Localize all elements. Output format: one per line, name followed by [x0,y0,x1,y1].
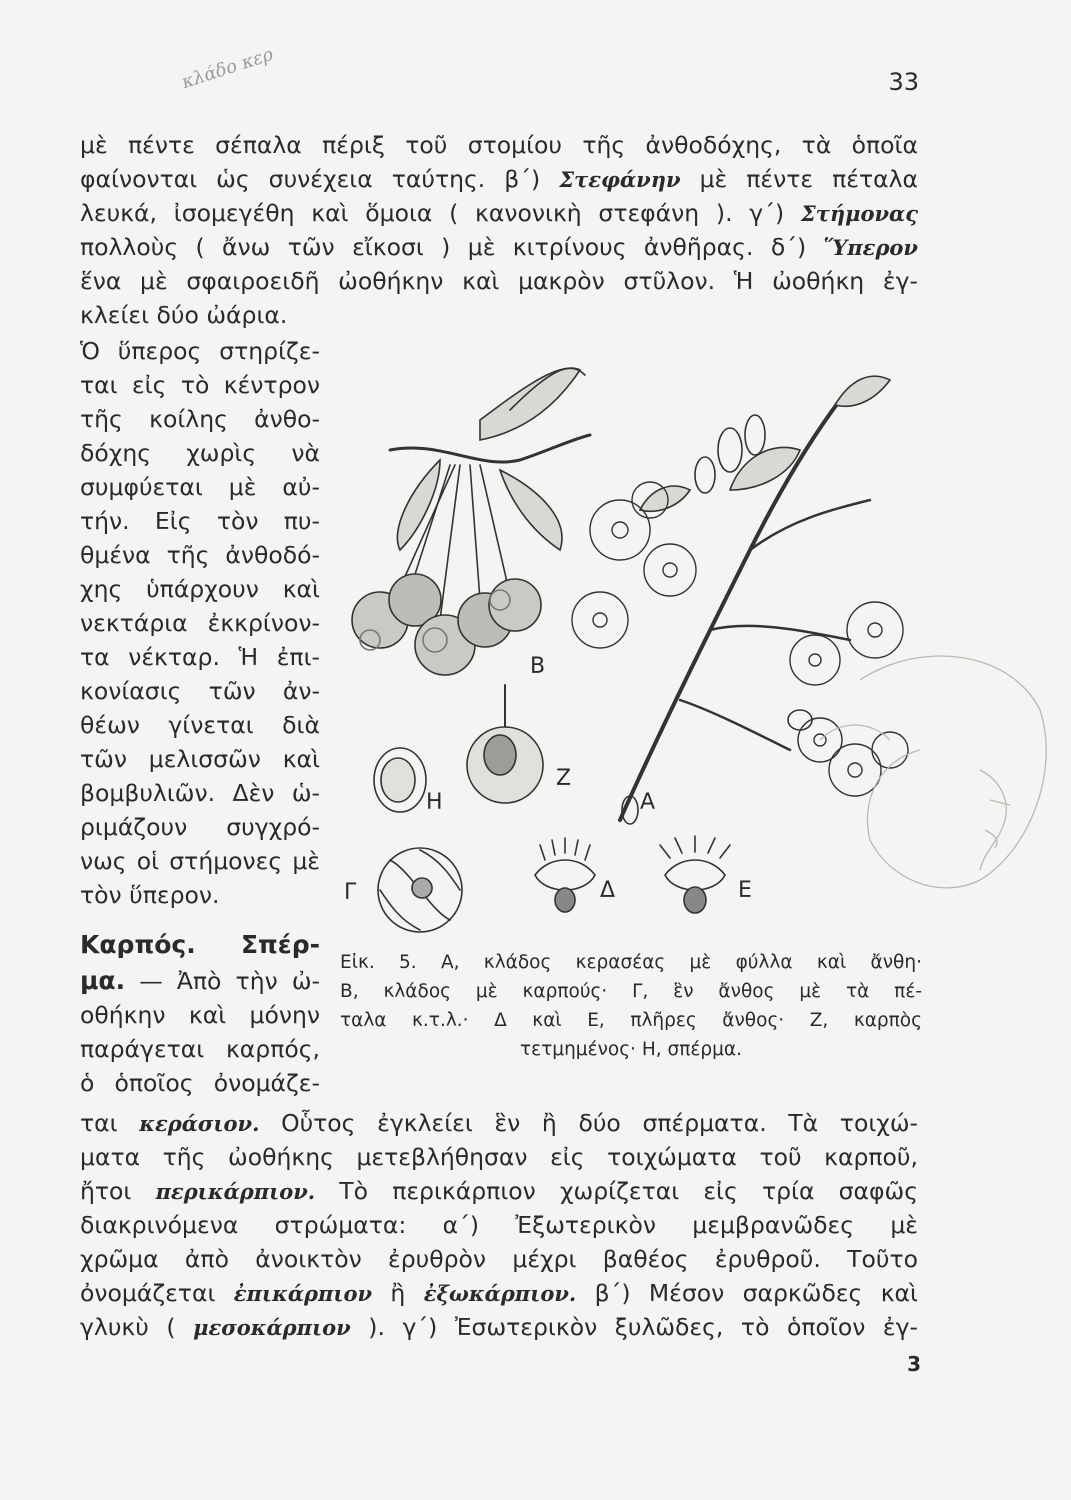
text-line: νως οἱ στήμονες μὲ [80,847,320,875]
text-line: μὲ πέντε σέπαλα πέριξ τοῦ στομίου τῆς ἀνθοδόχης, τὰ ὁποῖα [80,131,918,159]
text-line: θέων γίνεται διὰ [80,711,320,739]
text-line: δόχης χωρὶς νὰ [80,439,320,467]
text-line: κονίασις τῶν ἀν- [80,677,320,705]
text-line: γλυκὺ ( μεσοκάρπιον ). γ΄) Ἐσωτερικὸν ξυλῶδες, τὸ ὁποῖον ἐγ- [80,1313,918,1341]
cherry-cluster-b [352,368,590,675]
text-line: ριμάζουν συγχρό- [80,813,320,841]
caption-line: Β, κλάδος μὲ καρπούς· Γ, ἓν ἄνθος μὲ τὰ πέ- [340,981,922,1002]
caption-line: Εἰκ. 5. Α, κλάδος κερασέας μὲ φύλλα καὶ ἄνθη· [340,952,922,973]
figure-label-a: Α [640,790,656,815]
text-line: διακρινόμενα στρώματα: α΄) Ἐξωτερικὸν μεμβρανῶδες μὲ [80,1211,918,1239]
flower-g [378,848,462,932]
text-line: φαίνονται ὡς συνέχεια ταύτης. β΄) Στεφάνην μὲ πέντε πέταλα [80,165,918,193]
term-epikarpion: ἐπικάρπιον [233,1281,373,1306]
text-line: ἕνα μὲ σφαιροειδῆ ὠοθήκην καὶ μακρὸν στῦλον. Ἡ ὠοθήκη ἐγ- [80,267,918,295]
margin-scribble: κλάδο κερ [179,43,276,94]
figure-label-g: Γ [344,880,357,905]
text-line: ται εἰς τὸ κέντρον [80,371,320,399]
text-line: τῆς κοίλης ἀνθο- [80,405,320,433]
section-heading: Καρπός. Σπέρ- [80,930,320,959]
term-stimonas: Στήμονας [800,201,918,226]
term-mesokarpion: μεσοκάρπιον [193,1315,351,1340]
term-yperon: Ὕπερον [823,235,918,260]
text-line: οθήκην καὶ μόνην [80,1001,320,1029]
signature-mark: 3 [907,1352,921,1376]
flower-section-e [660,836,730,913]
section-heading-cont: μα. [80,966,126,995]
text-line: ματα τῆς ὠοθήκης μετεβλήθησαν εἰς τοιχώματα τοῦ καρποῦ, [80,1143,918,1171]
cut-fruit-z [467,685,543,803]
text-line: ὀνομάζεται ἐπικάρπιον ἢ ἐξωκάρπιον. β΄) Μέσον σαρκῶδες καὶ [80,1279,919,1307]
text-line: βομβυλιῶν. Δὲν ὡ- [80,779,320,807]
term-stefanin: Στεφάνην [559,167,681,192]
text-line: νεκτάρια ἐκκρίνον- [80,609,320,637]
figure-label-d: Δ [600,878,616,903]
term-perikarpion: περικάρπιον. [155,1179,316,1204]
text-line: τῶν μελισσῶν καὶ [80,745,320,773]
text-line: χης ὑπάρχουν καὶ [80,575,320,603]
text-line: μα. — Ἀπὸ τὴν ὠ- [80,966,320,995]
text-line: πολλοὺς ( ἄνω τῶν εἴκοσι ) μὲ κιτρίνους ἀνθῆρας. δ΄) Ὕπερον [80,233,918,261]
term-exokarpion: ἐξωκάρπιον. [423,1281,577,1306]
text-line: τὸν ὕπερον. [80,881,220,909]
text-line: χρῶμα ἀπὸ ἀνοικτὸν ἐρυθρὸν μέχρι βαθέος ἐρυθροῦ. Τοῦτο [80,1245,918,1273]
figure-label-e: Ε [738,878,752,903]
text-line: λευκά, ἰσομεγέθη καὶ ὅμοια ( κανονικὴ στεφάνη ). γ΄) Στήμονας [80,199,918,227]
figure-label-b: Β [530,654,546,679]
text-line: παράγεται καρπός, [80,1035,320,1063]
term-kerasion: κεράσιον. [139,1111,260,1136]
text-line: Ὁ ὕπερος στηρίζε- [80,337,320,365]
figure-caption [340,948,922,1064]
caption-line: ταλα κ.τ.λ.· Δ καὶ Ε, πλῆρες ἄνθος· Ζ, καρπὸς [340,1010,922,1031]
text-line: τα νέκταρ. Ἡ ἐπι- [80,643,320,671]
text-line: ται κεράσιον. Οὗτος ἐγκλείει ἓν ἢ δύο σπέρματα. Τὰ τοιχώ- [80,1109,919,1137]
flower-section-d [535,838,595,912]
text-line: θμένα τῆς ἀνθοδό- [80,541,320,569]
text-line: τήν. Εἰς τὸν πυ- [80,507,320,535]
pencil-doodle [800,620,1060,920]
page-number: 33 [888,68,919,96]
figure-label-z: Ζ [556,766,572,791]
seed-h [374,748,426,812]
text-line: κλείει δύο ὠάρια. [80,301,288,329]
text-line: συμφύεται μὲ αὐ- [80,473,320,501]
caption-line: τετμημένος· Η, σπέρμα. [520,1039,742,1060]
figure-label-h: Η [426,790,443,815]
text-line: ὁ ὁποῖος ὀνομάζε- [80,1069,320,1097]
text-line: ἤτοι περικάρπιον. Τὸ περικάρπιον χωρίζεται εἰς τρία σαφῶς [80,1177,919,1205]
